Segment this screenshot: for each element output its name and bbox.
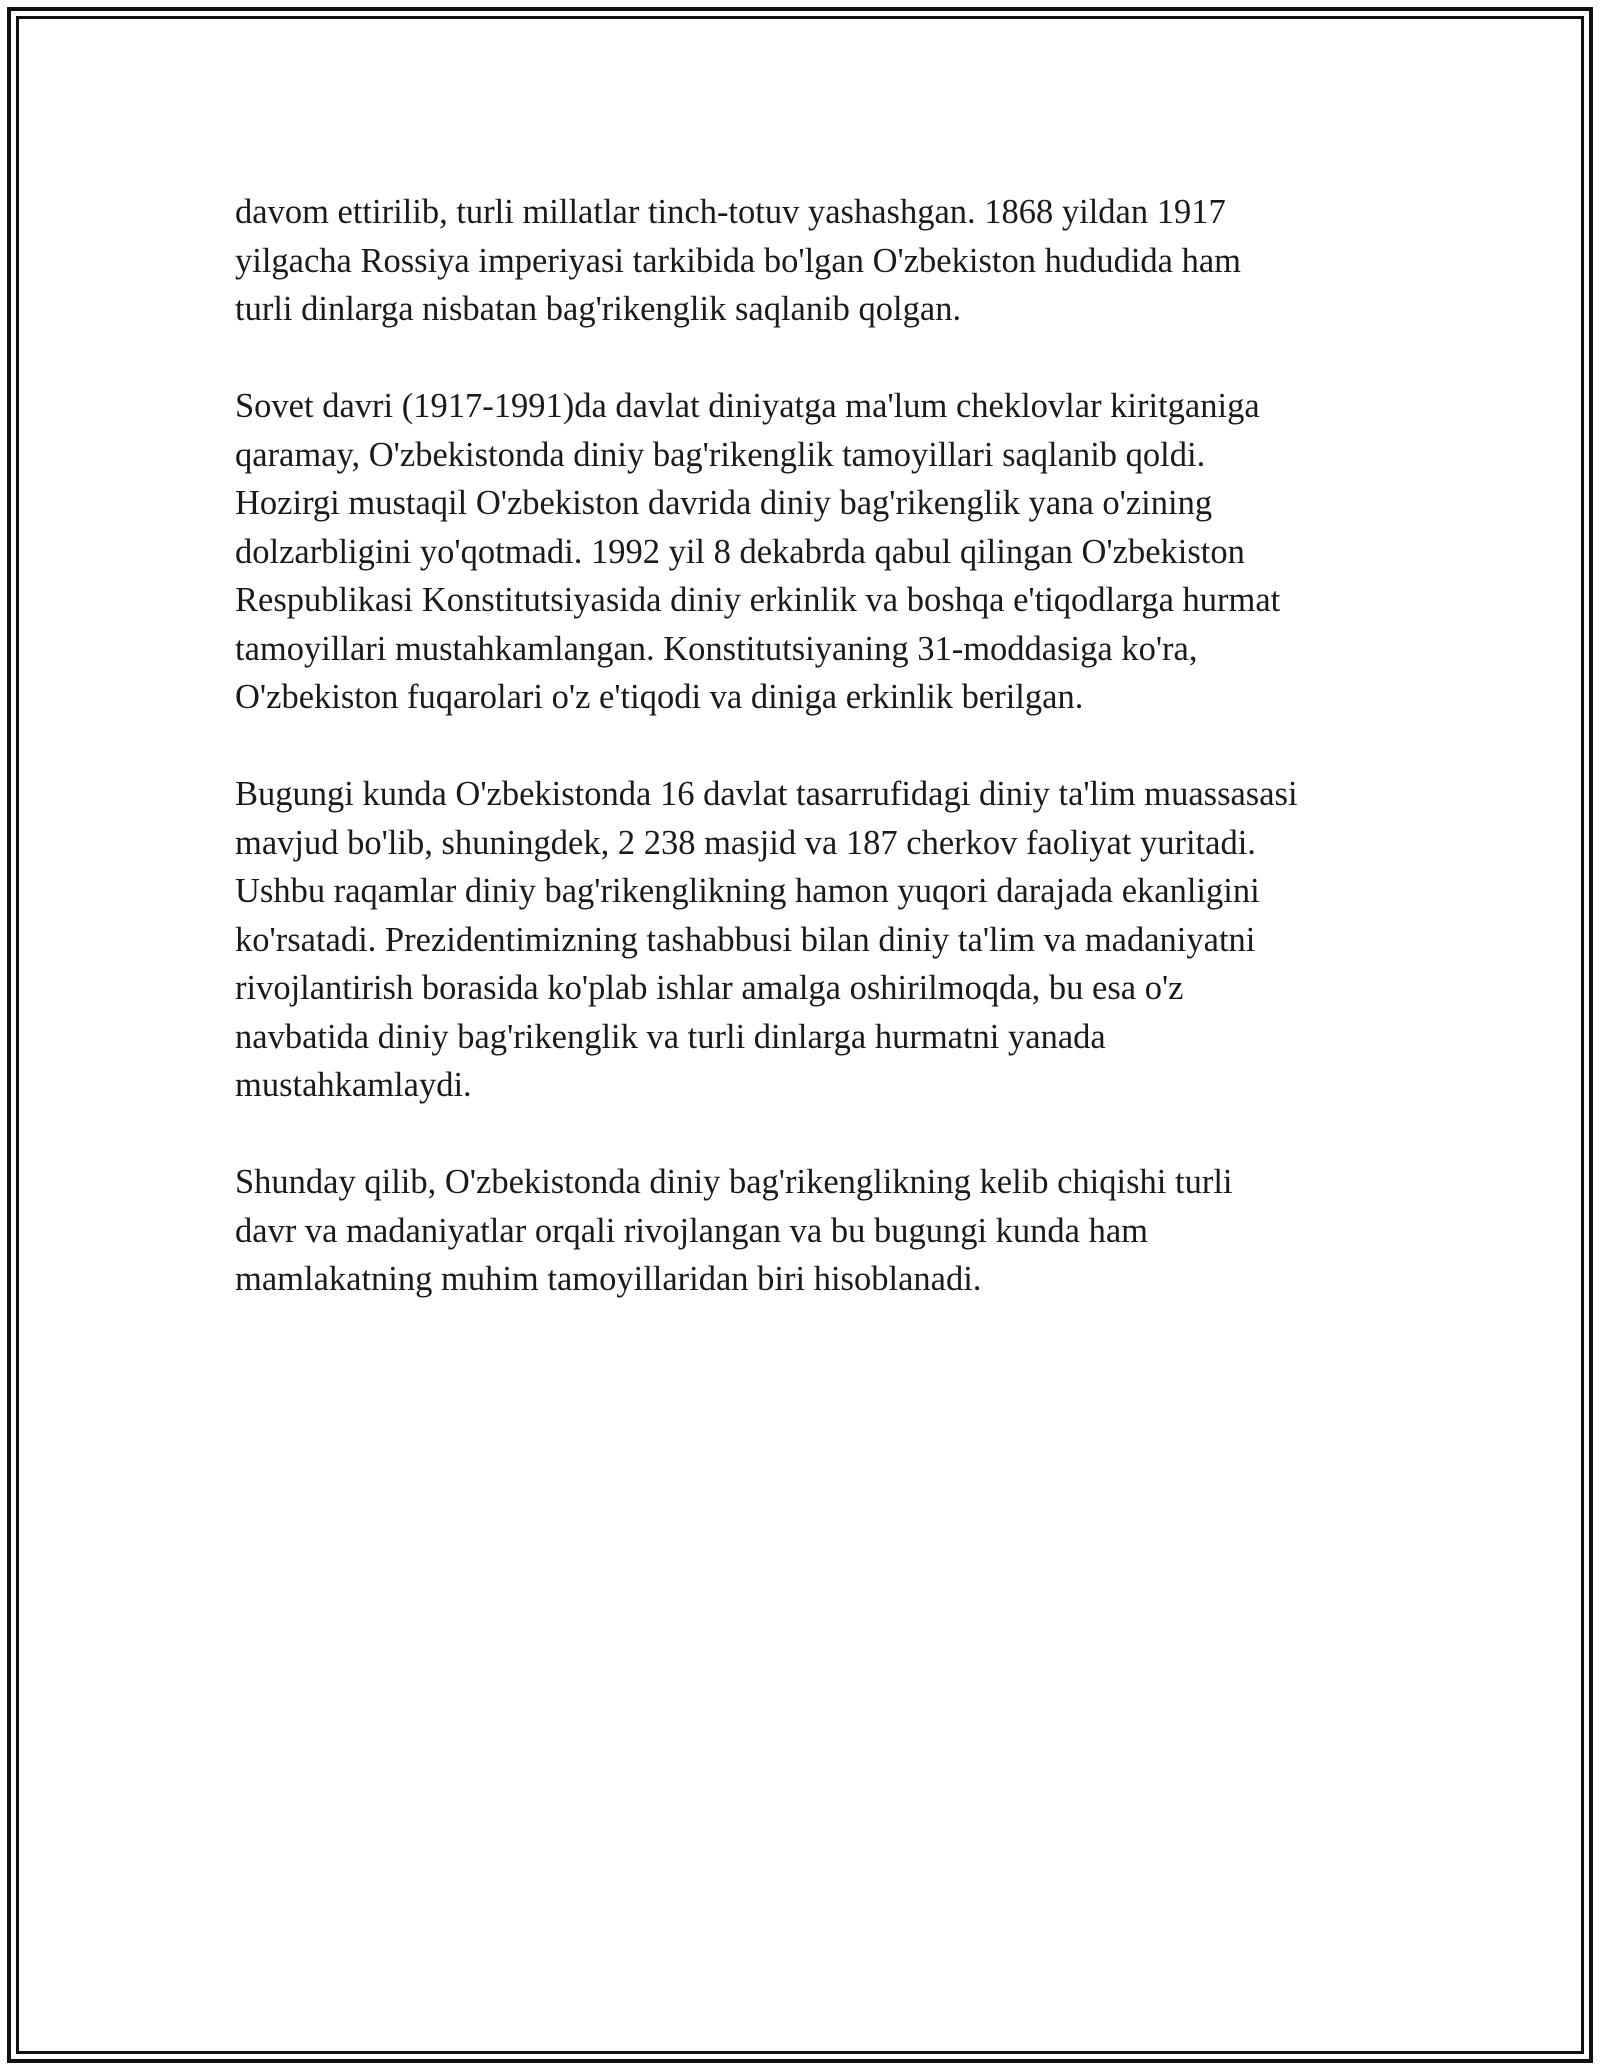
text-line: O'zbekiston fuqarolari o'z e'tiqodi va diniga erkinlik berilgan.: [235, 678, 1084, 716]
text-line: tamoyillari mustahkamlangan. Konstitutsiyaning 31-moddasiga ko'ra,: [235, 629, 1198, 668]
text-line: Hozirgi mustaqil O'zbekiston davrida diniy bag'rikenglik yana o'zining: [235, 484, 1213, 522]
text-line: turli dinlarga nisbatan bag'rikenglik saqlanib qolgan.: [235, 290, 962, 328]
text-line: Respublikasi Konstitutsiyasida diniy erkinlik va boshqa e'tiqodlarga hurmat: [235, 581, 1281, 619]
text-line: rivojlantirish borasida ko'plab ishlar amalga oshirilmoqda, bu esa o'z: [235, 969, 1184, 1007]
text-line: navbatida diniy bag'rikenglik va turli dinlarga hurmatni yanada: [235, 1017, 1106, 1056]
text-line: mamlakatning muhim tamoyillaridan biri hisoblanadi.: [235, 1260, 982, 1298]
text-line: Ushbu raqamlar diniy bag'rikenglikning hamon yuqori darajada ekanligini: [235, 872, 1260, 910]
text-line: qaramay, O'zbekistonda diniy bag'rikenglik tamoyillari saqlanib qoldi.: [235, 435, 1206, 474]
document-body: [235, 188, 1395, 1352]
paragraph-2: [235, 382, 1395, 722]
text-line: mustahkamlaydi.: [235, 1066, 472, 1104]
text-line: dolzarbligini yo'qotmadi. 1992 yil 8 dekabrda qabul qilingan O'zbekiston: [235, 532, 1245, 571]
paragraph-4: [235, 1158, 1395, 1304]
text-line: Shunday qilib, O'zbekistonda diniy bag'rikenglikning kelib chiqishi turli: [235, 1163, 1233, 1201]
text-line: ko'rsatadi. Prezidentimizning tashabbusi bilan diniy ta'lim va madaniyatni: [235, 920, 1256, 959]
paragraph-1: [235, 188, 1395, 334]
text-line: Sovet davri (1917-1991)da davlat diniyatga ma'lum cheklovlar kiritganiga: [235, 387, 1260, 425]
text-line: Bugungi kunda O'zbekistonda 16 davlat tasarrufidagi diniy ta'lim muassasasi: [235, 775, 1298, 813]
text-line: davr va madaniyatlar orqali rivojlangan va bu bugungi kunda ham: [235, 1211, 1149, 1250]
paragraph-3: [235, 770, 1395, 1110]
text-line: mavjud bo'lib, shuningdek, 2 238 masjid va 187 cherkov faoliyat yuritadi.: [235, 823, 1256, 862]
text-line: davom ettirilib, turli millatlar tinch-totuv yashashgan. 1868 yildan 1917: [235, 193, 1226, 231]
text-line: yilgacha Rossiya imperiyasi tarkibida bo'lgan O'zbekiston hududida ham: [235, 241, 1242, 280]
